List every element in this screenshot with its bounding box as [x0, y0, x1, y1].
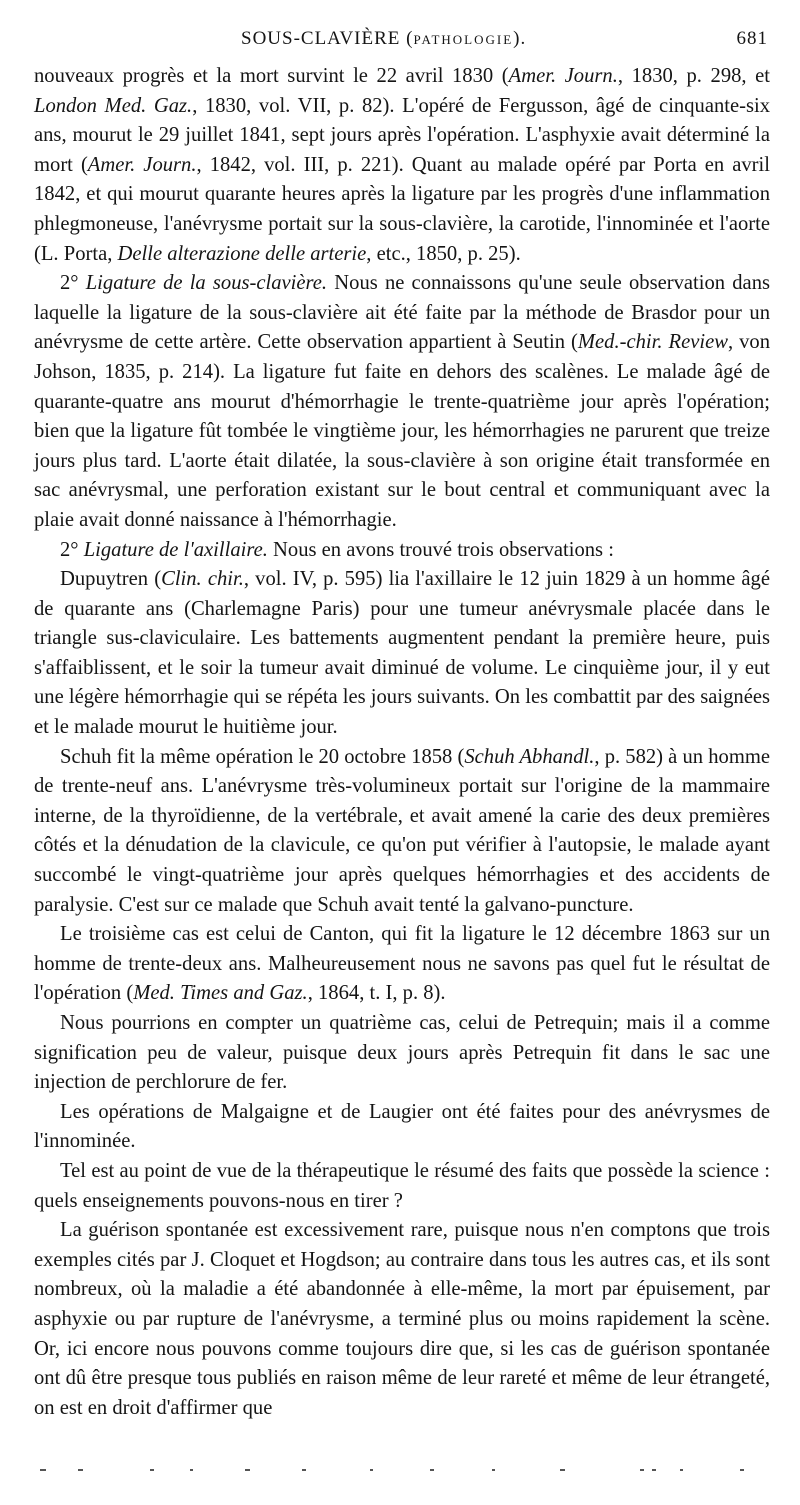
scan-speck — [78, 1469, 83, 1471]
scan-speck — [640, 1469, 644, 1471]
scan-speck — [560, 1469, 565, 1471]
italic-citation: Amer. Journ. — [87, 153, 197, 176]
text-run: Les opérations de Malgaigne et de Laugier ont été faites pour des anévrysmes de l'innominée. — [34, 1100, 770, 1153]
page-number: 681 — [736, 28, 768, 49]
scan-speck — [492, 1469, 495, 1471]
running-title-section: PATHOLOGIE — [413, 32, 514, 47]
text-run: La guérison spontanée est excessivement rare, puisque nous n'en comptons que trois exemples cités par J. Cloquet et Hogdson; au contraire dans tous les autres cas, et ils sont nombreux, où la maladie a été abandonnée à elle-même, la mort par épuisement, par asphyxie ou par rupture de l'anévrysme, a terminé plus ou moins rapidement la scène. Or, ici encore nous pouvons comme toujours dire que, si les cas de guérison spontanée ont dû être presque tous publiés en raison même de leur rareté et même de leur étrangeté, on est en droit d'affirmer que — [34, 1219, 770, 1419]
text-run: , von Johson, 1835, p. 214). La ligature fut faite en dehors des scalènes. Le malade âgé de quarante-quatre ans mourut d'hémorrhagie le trente-quatrième jour après l'opération; bien que la ligature fût tombée le vingtième jour, les hémorrhagies ne parurent que treize jours plus tard. L'aorte était dilatée, la sous-clavière à son origine était transformée en sac anévrysmal, une perforation existant sur le bout central et communiquant avec la plaie avait donné naissance à l'hémorrhagie. — [34, 331, 771, 531]
text-run: 2° — [60, 272, 86, 295]
scan-speck — [430, 1469, 434, 1471]
scan-speck — [190, 1469, 193, 1471]
paragraph — [34, 1157, 770, 1216]
scan-speck — [740, 1469, 744, 1471]
text-run: , 1830, p. 298, et — [617, 65, 770, 87]
italic-citation: Ligature de la sous-clavière. — [85, 272, 328, 295]
paragraph — [34, 1216, 770, 1423]
text-run: nouveaux progrès et la mort survint le 22 avril 1830 ( — [34, 65, 509, 87]
italic-citation: Schuh Abhandl. — [464, 745, 595, 768]
body-text — [34, 62, 770, 1423]
book-page — [34, 28, 770, 1423]
paragraph — [34, 1098, 770, 1157]
scan-speck — [302, 1469, 306, 1471]
text-run: , 1864, t. I, p. 8). — [307, 982, 446, 1005]
scan-speck — [150, 1469, 154, 1471]
text-run: Le troisième cas est celui de Canton, qui fit la ligature le 12 décembre 1863 sur un homme de trente-deux ans. Malheureusement nous ne savons pas quel fut le résultat de l'opération ( — [34, 923, 770, 1005]
paragraph — [34, 1009, 770, 1098]
scan-speck — [652, 1469, 656, 1471]
scan-speck — [245, 1469, 250, 1471]
italic-citation: Amer. Journ. — [508, 65, 618, 87]
running-title — [241, 28, 526, 50]
text-run: , etc., 1850, p. 25). — [366, 242, 521, 265]
italic-citation: Clin. chir. — [161, 568, 244, 591]
italic-citation: Med. Times and Gaz. — [133, 982, 308, 1005]
italic-citation: London Med. Gaz. — [34, 94, 193, 117]
running-title-main: SOUS-CLAVIÈRE ( — [241, 28, 414, 49]
paragraph — [34, 565, 770, 743]
text-run: , 1830, vol. VII, p. 82). L'opéré de Fergusson, âgé de cinquante-six ans, mourut le 29 juillet 1841, sept jours après l'opération. L'asphyxie avait déterminé la mort ( — [34, 94, 771, 176]
text-run: , 1842, vol. III, p. 221). Quant au malade opéré par Porta en avril 1842, et qui mourut quarante heures après la ligature par les progrès d'une inflammation phlegmoneuse, l'anévrysme portait sur la sous-clavière, la carotide, l'innominée et l'aorte (L. Porta, — [34, 153, 770, 265]
paragraph — [34, 62, 770, 269]
running-title-close: ). — [513, 28, 527, 49]
text-run: Nous en avons trouvé trois observations : — [267, 538, 614, 561]
scan-speck — [680, 1469, 683, 1471]
text-run: Dupuytren ( — [60, 568, 162, 591]
italic-citation: Delle alterazione delle arterie — [117, 242, 367, 265]
italic-citation: Ligature de l'axillaire. — [83, 538, 268, 561]
italic-citation: Med.-chir. Review — [577, 331, 728, 354]
text-run: , vol. IV, p. 595) lia l'axillaire le 12 juin 1829 à un homme âgé de quarante ans (Charlemagne Paris) pour une tumeur anévrysmale placée dans le triangle sus-claviculaire. Les battements augmentent pendant la première heure, puis s'affaiblissent, et le soir la tumeur avait diminué de volume. Le cinquième jour, il y eut une légère hémorrhagie qui se répéta les jours suivants. On les combattit par des saignées et le malade mourut le huitième jour. — [34, 568, 770, 739]
scan-speck — [370, 1469, 373, 1471]
text-run: Nous pourrions en compter un quatrième cas, celui de Petrequin; mais il a comme signification peu de valeur, puisque deux jours après Petrequin fit dans le sac une injection de perchlorure de fer. — [34, 1012, 770, 1094]
paragraph — [34, 920, 770, 1009]
bottom-scan-specks — [40, 1469, 740, 1473]
paragraph — [34, 536, 770, 566]
paragraph — [34, 269, 770, 535]
text-run: , p. 582) à un homme de trente-neuf ans. L'anévrysme très-volumineux portait sur l'origine de la mammaire interne, de la thyroïdienne, de la vertébrale, et avait amené la carie des deux premières côtés et la dénudation de la clavicule, ce qu'on put vérifier à l'autopsie, le malade ayant succombé le vingt-quatrième jour après quelques hémorrhagies et des accidents de paralysie. C'est sur ce malade que Schuh avait tenté la galvano-puncture. — [34, 745, 770, 916]
scan-speck — [40, 1469, 46, 1471]
text-run: 2° — [60, 538, 84, 561]
text-run: Tel est au point de vue de la thérapeutique le résumé des faits que possède la science : quels enseignements pouvons-nous en tirer ? — [34, 1159, 770, 1212]
text-run: Nous ne connaissons qu'une seule observation dans laquelle la ligature de la sous-clavière ait été faite par la méthode de Brasdor pour un anévrysme de cette artère. Cette observation appartient à Seutin ( — [34, 272, 771, 354]
paragraph — [34, 743, 770, 921]
text-run: Schuh fit la même opération le 20 octobre 1858 ( — [60, 745, 465, 768]
running-header — [34, 28, 770, 58]
